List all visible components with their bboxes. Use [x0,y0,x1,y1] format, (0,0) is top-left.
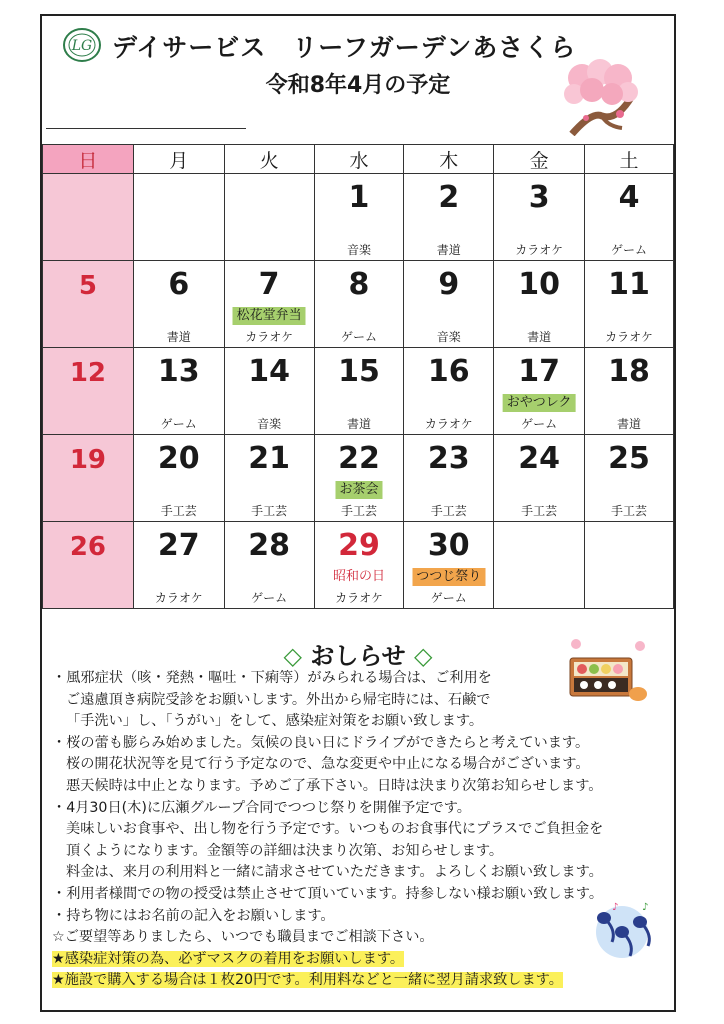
notice-line: 悪天候時は中止となります。予めご了承下さい。日時は決まり次第お知らせします。 [66,777,603,794]
day-cell [314,174,404,261]
day-cell [133,174,224,261]
facility-name: デイサービス リーフガーデンあさくら [112,33,577,62]
day-number: 13 [157,354,200,389]
day-cell [133,348,224,435]
day-number: 19 [69,445,107,475]
svg-text:♪: ♪ [642,902,649,913]
day-cell [133,522,224,609]
day-number: 16 [427,354,470,389]
activity-label: 音楽 [257,417,282,431]
day-cell [314,522,404,609]
day-cell [585,174,674,261]
notice-line: ・4月30日(木)に広瀬グループ合同でつつじ祭りを開催予定です。 [52,799,471,816]
day-cell [43,174,134,261]
day-number: 7 [258,267,280,302]
notice-line: 美味しいお食事や、出し物を行う予定です。いつものお食事代にプラスでご負担金を [66,821,604,838]
mask-price-notice: ★施設で購入する場合は１枚20円です。利用料などと一緒に翌月請求致します。 [52,972,563,989]
day-cell [224,348,314,435]
day-cell [585,261,674,348]
notice-line-highlight [52,970,672,992]
special-event-tag: おやつレク [503,394,576,412]
day-cell [224,435,314,522]
calendar [42,144,674,609]
day-cell [404,435,494,522]
day-number: 17 [518,354,561,389]
notice-line: ご遠慮頂き病院受診をお願いします。外出から帰宅時には、石鹸で [66,691,491,708]
day-cell [43,522,134,609]
weekday-sun: 日 [43,145,134,174]
day-number: 26 [69,532,107,562]
week-row [43,522,674,609]
weekday-thu: 木 [404,145,494,174]
activity-label: 書道 [346,417,371,431]
special-event-tag: つつじ祭り [412,568,485,586]
day-number: 9 [438,267,460,302]
day-number: 11 [608,267,650,302]
day-cell [404,348,494,435]
cherry-blossom-icon [562,56,640,136]
day-number: 28 [248,528,290,563]
day-number: 8 [348,267,370,302]
notice-list [52,668,672,992]
activity-label: ゲーム [251,591,288,605]
day-number: 6 [168,267,190,302]
weekday-wed: 水 [314,145,404,174]
day-cell [494,174,585,261]
day-cell [43,261,134,348]
activity-label: ゲーム [340,330,377,344]
diamond-icon: ◇ [283,642,302,670]
notice-line: ・桜の蕾も膨らみ始めました。気候の良い日にドライブができたらと考えています。 [52,734,590,751]
activity-label: カラオケ [605,330,653,344]
header [42,16,674,156]
day-cell [224,174,314,261]
week-row [43,348,674,435]
day-number: 24 [518,441,561,476]
notice-line: ☆ご要望等ありましたら、いつでも職員までご相談下さい。 [52,929,434,946]
day-cell [224,261,314,348]
notice-line: 桜の開花状況等を見て行う予定なので、急な変更や中止になる場合がございます。 [66,756,590,773]
day-number: 12 [69,358,107,388]
activity-label: 手工芸 [430,504,467,518]
activity-label: 書道 [617,417,642,431]
day-cell [494,348,585,435]
activity-label: カラオケ [424,417,473,431]
diamond-icon: ◇ [414,642,433,670]
svg-text:LG: LG [71,38,93,54]
notice-line: ・持ち物にはお名前の記入をお願いします。 [52,907,335,924]
activity-label: カラオケ [515,243,564,257]
day-number: 21 [248,441,290,476]
day-number: 15 [338,354,380,389]
day-number: 22 [338,441,380,476]
day-cell [494,435,585,522]
day-number: 25 [608,441,650,476]
day-cell [314,435,404,522]
special-event-tag: 松花堂弁当 [233,307,306,325]
day-cell [224,522,314,609]
day-cell [314,348,404,435]
month-title: 令和8年4月の予定 [265,73,451,98]
day-cell [43,435,134,522]
tadpole-icon [582,898,662,962]
day-cell [494,522,585,609]
weekday-fri: 金 [494,145,585,174]
schedule-sheet [40,14,676,1012]
day-number: 30 [427,528,470,563]
day-cell [404,522,494,609]
day-cell [133,435,224,522]
day-number: 5 [78,271,97,301]
activity-label: 書道 [436,243,461,257]
notice-line: ・風邪症状（咳・発熱・嘔吐・下痢等）がみられる場合は、ご利用を [52,670,492,686]
day-number: 29 [338,528,380,563]
activity-label: 書道 [166,330,191,344]
weekday-header [43,145,674,174]
day-number: 27 [157,528,200,563]
week-row [43,435,674,522]
svg-text:♪: ♪ [612,902,619,913]
notice-line: 頂くようになります。金額等の詳細は決まり次第、お知らせします。 [66,842,504,859]
day-number: 18 [608,354,650,389]
activity-label: 手工芸 [160,504,197,518]
notice-line: 料金は、来月の利用料と一緒に請求させていただきます。よろしくお願い致します。 [66,864,603,881]
activity-label: 手工芸 [521,504,558,518]
day-cell [133,261,224,348]
weekday-mon: 月 [133,145,224,174]
activity-label: 手工芸 [340,504,377,518]
notice-line: ・利用者様間での物の授受は禁止させて頂いています。持参しない様お願い致します。 [52,885,604,902]
week-row [43,261,674,348]
week-row [43,174,674,261]
notice-line-highlight [52,949,672,971]
day-number: 4 [618,180,640,215]
activity-label: ゲーム [521,417,558,431]
day-number: 10 [518,267,561,302]
day-cell [314,261,404,348]
day-cell [585,522,674,609]
day-number: 23 [427,441,470,476]
logo-icon [62,26,102,64]
divider [46,128,246,129]
day-cell [585,435,674,522]
activity-label: カラオケ [245,330,293,344]
day-number: 20 [157,441,200,476]
day-number: 3 [528,180,550,215]
activity-label: 音楽 [436,330,461,344]
day-cell [404,261,494,348]
activity-label: ゲーム [611,243,648,257]
holiday-label: 昭和の日 [332,569,385,584]
day-cell [404,174,494,261]
activity-label: ゲーム [160,417,197,431]
notice-title-text: おしらせ [310,642,406,670]
activity-label: 書道 [527,330,552,344]
day-number: 2 [438,180,460,215]
weekday-sat: 土 [585,145,674,174]
special-event-tag: お茶会 [335,481,382,499]
day-number: 1 [348,180,370,215]
weekday-tue: 火 [224,145,314,174]
mask-notice: ★感染症対策の為、必ずマスクの着用をお願いします。 [52,950,405,967]
day-number: 14 [248,354,290,389]
activity-label: カラオケ [154,591,203,605]
activity-label: 手工芸 [611,504,648,518]
activity-label: 音楽 [346,243,371,257]
day-cell [585,348,674,435]
day-cell [494,261,585,348]
activity-label: ゲーム [430,591,467,605]
activity-label: 手工芸 [251,504,288,518]
day-cell [43,348,134,435]
notice-line: 「手洗い」し、「うがい」をして、感染症対策をお願い致します。 [66,713,484,730]
activity-label: カラオケ [335,591,383,605]
